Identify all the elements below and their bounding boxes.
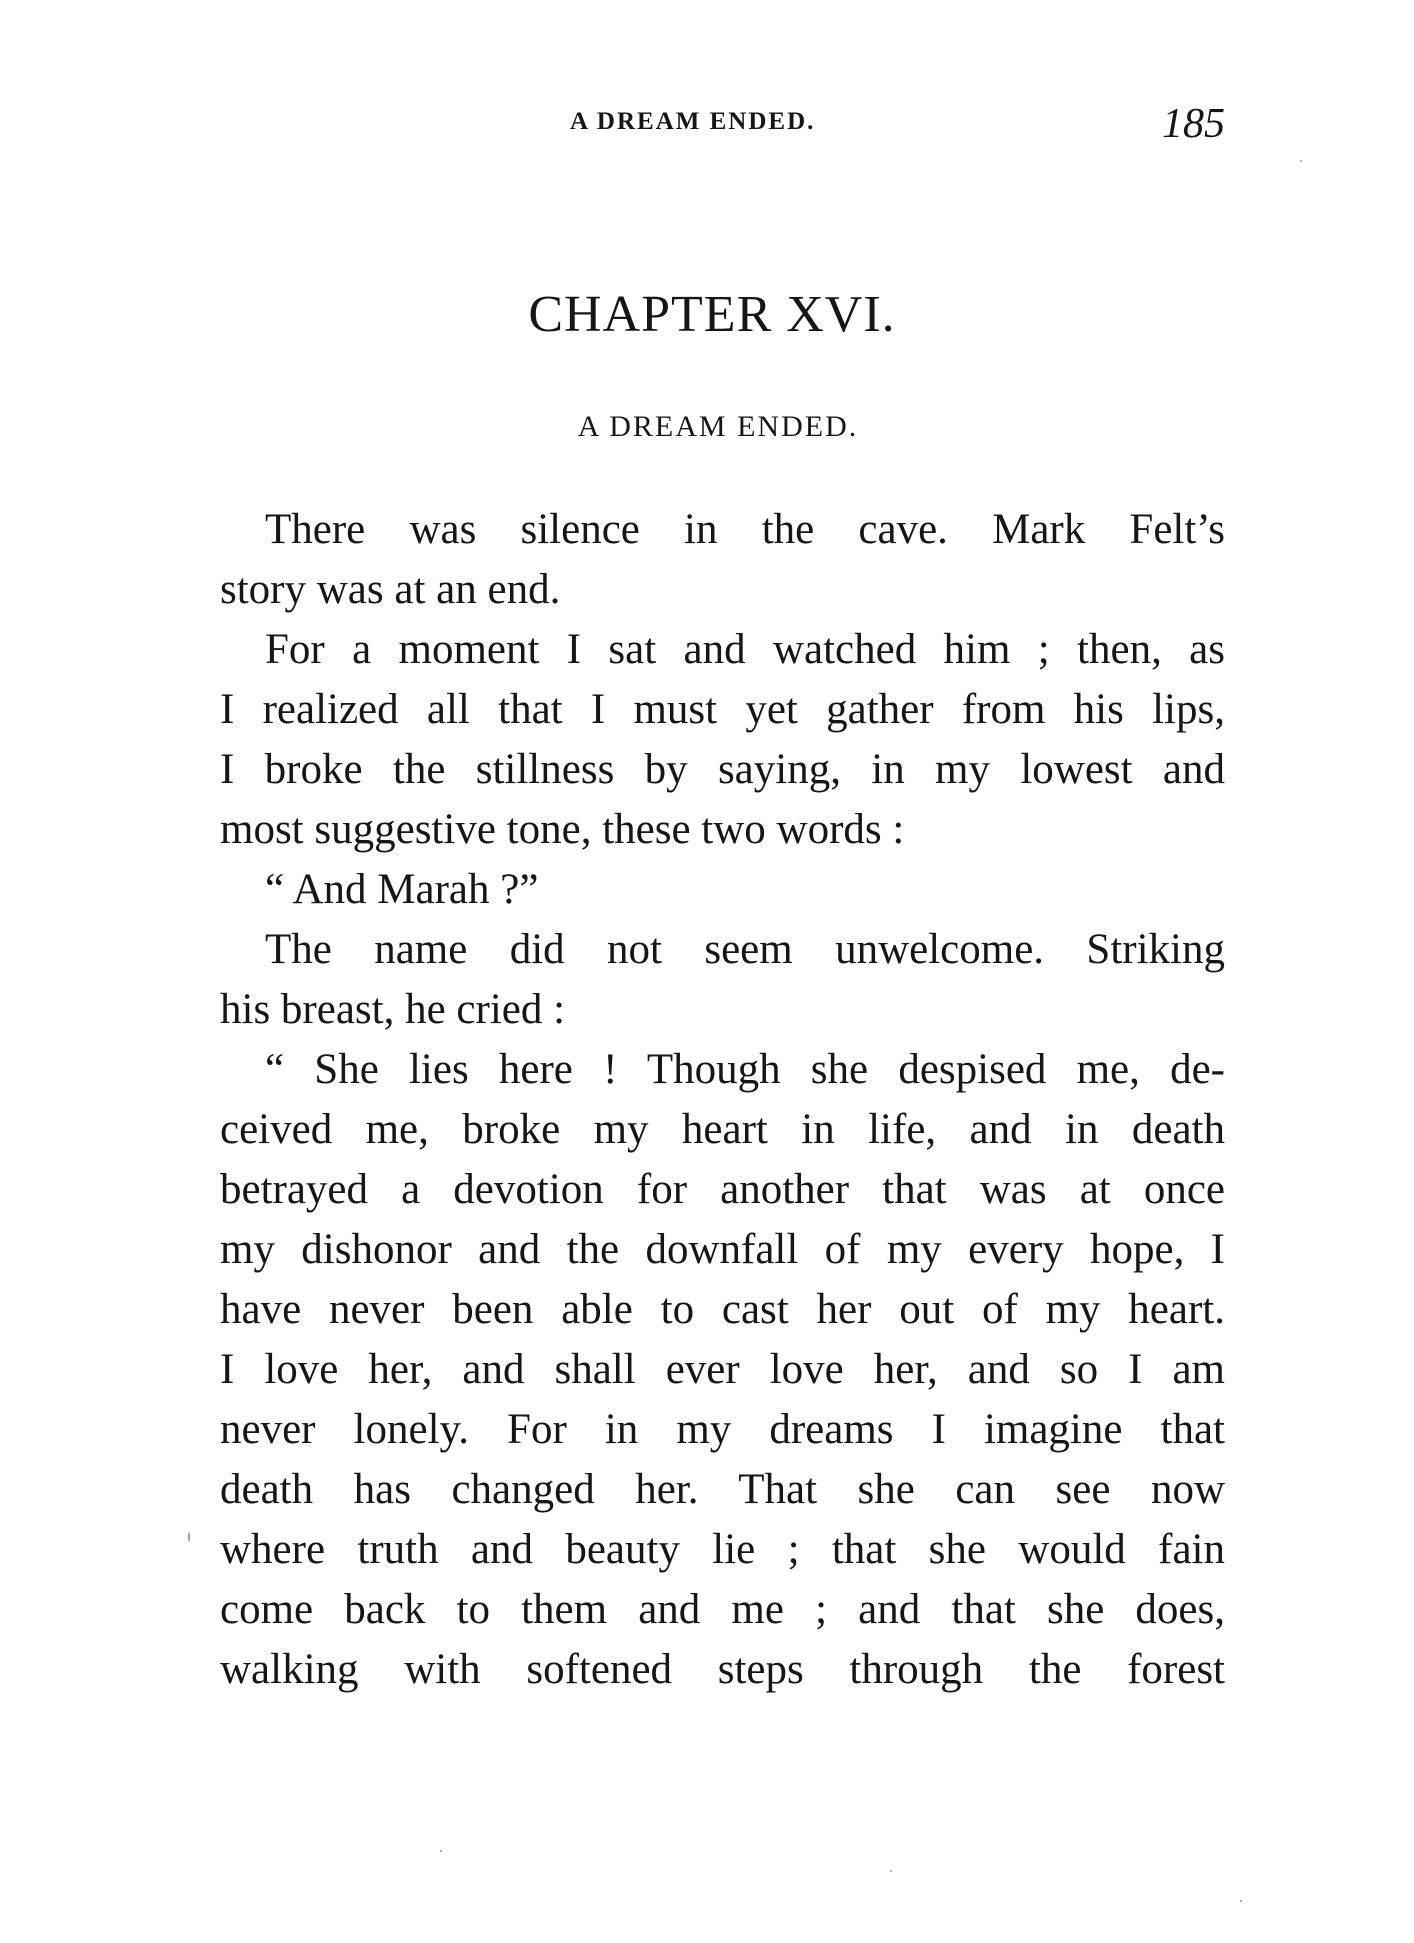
scan-speck bbox=[440, 1850, 442, 1852]
text-line: I broke the stillness by saying, in my lowest and bbox=[220, 746, 1225, 793]
text-line: I realized all that I must yet gather from his lips, bbox=[220, 686, 1225, 733]
text-line: betrayed a devotion for another that was at once bbox=[220, 1166, 1225, 1213]
text-line: where truth and beauty lie ; that she would fain bbox=[220, 1526, 1225, 1573]
text-line: “ She lies here ! Though she despised me, de- bbox=[265, 1046, 1225, 1093]
text-line: story was at an end. bbox=[220, 566, 561, 613]
running-title: A DREAM ENDED. bbox=[570, 108, 816, 135]
scan-speck bbox=[1300, 160, 1302, 162]
text-line: my dishonor and the downfall of my every hope, I bbox=[220, 1226, 1225, 1273]
text-line: come back to them and me ; and that she does, bbox=[220, 1586, 1225, 1633]
text-line: There was silence in the cave. Mark Felt’s bbox=[265, 506, 1225, 553]
text-line: For a moment I sat and watched him ; then, as bbox=[265, 626, 1225, 673]
scan-speck bbox=[1240, 1900, 1242, 1902]
running-head bbox=[0, 101, 1414, 148]
text-line: his breast, he cried : bbox=[220, 986, 566, 1033]
text-line: “ And Marah ?” bbox=[265, 866, 539, 913]
text-line: death has changed her. That she can see now bbox=[220, 1466, 1225, 1513]
text-line: never lonely. For in my dreams I imagine that bbox=[220, 1406, 1225, 1453]
scan-speck bbox=[890, 1870, 892, 1872]
text-line: I love her, and shall ever love her, and so I am bbox=[220, 1346, 1225, 1393]
chapter-title: CHAPTER XVI. bbox=[528, 286, 896, 343]
chapter-subtitle: A DREAM ENDED. bbox=[577, 410, 859, 443]
text-line: walking with softened steps through the forest bbox=[220, 1646, 1225, 1693]
body-text bbox=[220, 500, 1225, 1700]
text-line: have never been able to cast her out of my heart. bbox=[220, 1286, 1225, 1333]
text-line: The name did not seem unwelcome. Striking bbox=[265, 926, 1225, 973]
text-line: ceived me, broke my heart in life, and in death bbox=[220, 1106, 1225, 1153]
text-line: most suggestive tone, these two words : bbox=[220, 806, 905, 853]
scan-speck bbox=[188, 1532, 190, 1542]
page-number: 185 bbox=[1162, 101, 1225, 147]
